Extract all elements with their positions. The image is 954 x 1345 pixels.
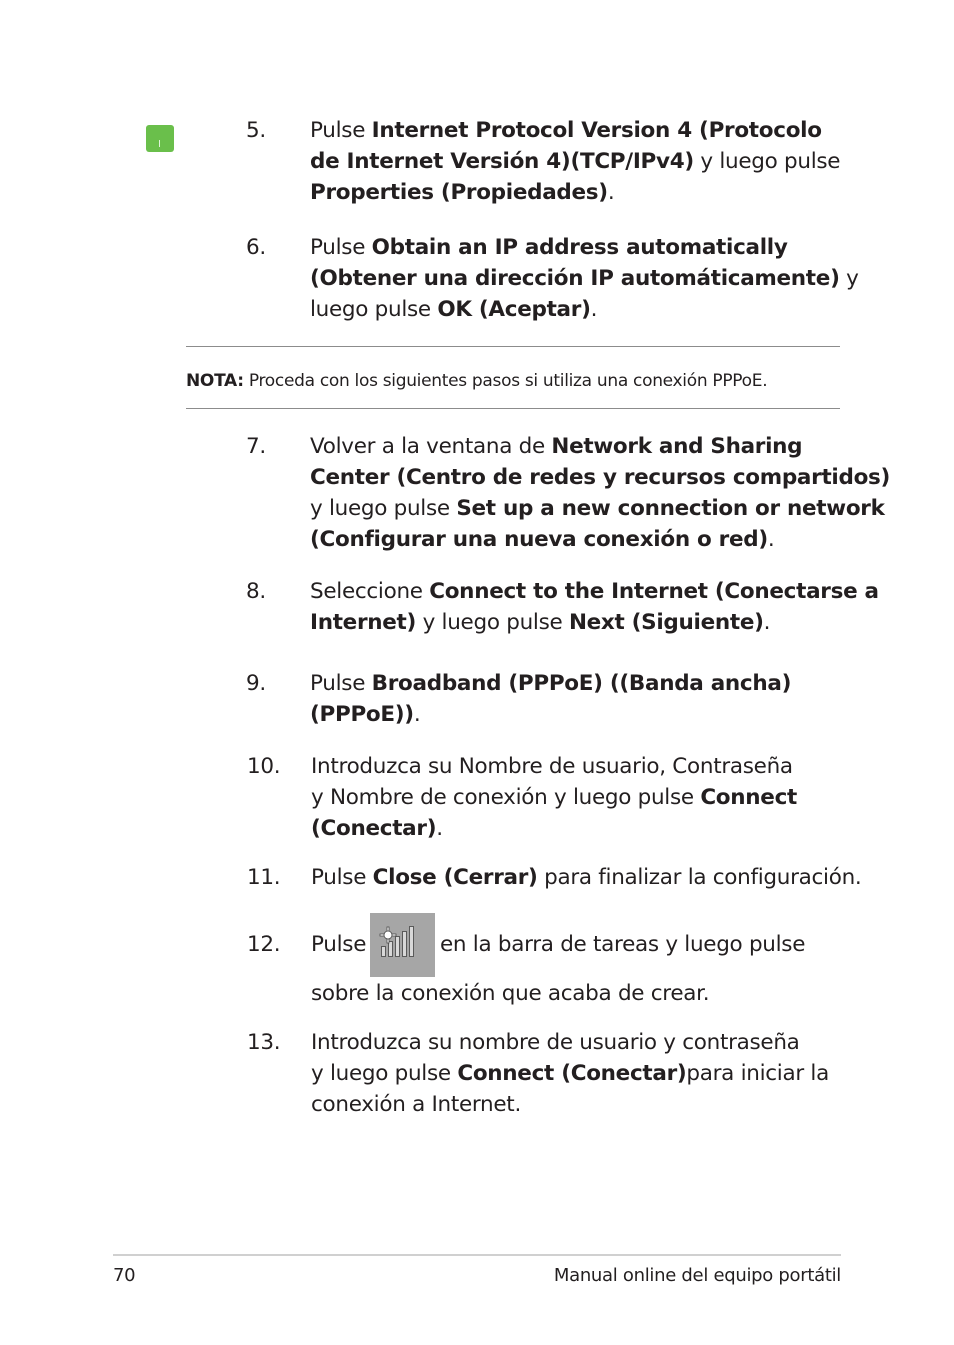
bold-text: OK (Aceptar) — [437, 297, 591, 322]
text-run: y Nombre de conexión y luego pulse — [311, 785, 701, 810]
bold-text: Connect — [700, 785, 797, 810]
text-run: y luego pulse — [310, 496, 457, 521]
note-top-rule — [186, 346, 840, 347]
step-number: 12. — [247, 932, 281, 957]
bold-text: (Obtener una dirección IP automáticamente) — [310, 266, 840, 291]
bold-text: (Configurar una nueva conexión o red) — [310, 527, 768, 552]
step-line — [310, 462, 891, 493]
text-run: y luego pulse — [693, 149, 841, 174]
text-run: Pulse — [310, 118, 372, 143]
step-line — [310, 431, 850, 462]
network-signal-icon — [370, 913, 435, 977]
step-line — [310, 263, 859, 294]
step-line — [311, 751, 851, 782]
chapter-tab-marker — [146, 125, 174, 152]
step-line — [310, 607, 850, 638]
step-line — [311, 1027, 851, 1058]
text-run: Introduzca su nombre de usuario y contraseña — [311, 1030, 800, 1055]
text-run: Pulse — [311, 865, 373, 890]
bold-text: Internet Protocol Version 4 (Protocolo — [371, 118, 822, 143]
step-line — [310, 146, 850, 177]
step-line — [311, 813, 851, 844]
text-run: para iniciar la — [686, 1061, 829, 1086]
bold-text: Connect to the Internet (Conectarse a — [429, 579, 879, 604]
step-text — [310, 115, 850, 208]
step-line — [311, 782, 851, 813]
note-text: Proceda con los siguientes pasos si utiliza una conexión PPPoE. — [243, 371, 768, 391]
bold-text: Obtain an IP address automatically — [371, 235, 788, 260]
step-line — [310, 699, 850, 730]
text-run: para finalizar la configuración. — [537, 865, 862, 890]
text-run: luego pulse — [310, 297, 438, 322]
step-text-post: en la barra de tareas y luego pulse — [440, 932, 806, 957]
text-run: Pulse — [310, 235, 372, 260]
step-number: 5. — [246, 118, 266, 143]
footer-rule — [113, 1254, 841, 1256]
text-run: . — [436, 816, 443, 841]
step-text-pre: Pulse — [311, 932, 367, 957]
step-number: 8. — [246, 579, 266, 604]
step-line — [311, 1058, 851, 1089]
step-number: 11. — [247, 865, 281, 890]
note-label: NOTA: — [186, 371, 244, 391]
text-run: Introduzca su Nombre de usuario, Contraseña — [311, 754, 793, 779]
text-run: . — [590, 297, 598, 322]
text-run: y — [839, 266, 859, 291]
bold-text: Connect (Conectar) — [457, 1061, 687, 1086]
text-run: Volver a la ventana de — [310, 434, 552, 459]
step-text — [310, 232, 859, 325]
bold-text: Center (Centro de redes y recursos compartidos) — [310, 465, 891, 490]
note-bottom-rule — [186, 408, 840, 409]
step-line — [310, 177, 850, 208]
bold-text: (PPPoE)) — [310, 702, 414, 727]
step-line — [310, 294, 850, 325]
text-run: Pulse — [310, 671, 372, 696]
text-run: y luego pulse — [416, 610, 569, 635]
manual-title: Manual online del equipo portátil — [553, 1265, 841, 1286]
bold-text: Broadband (PPPoE) ((Banda ancha) — [371, 671, 792, 696]
step-line — [310, 115, 850, 146]
note — [186, 368, 767, 394]
step-line — [310, 668, 850, 699]
step-line — [311, 1089, 851, 1120]
step-number: 10. — [247, 754, 281, 779]
bold-text: Properties (Propiedades) — [310, 180, 608, 205]
bold-text: Close (Cerrar) — [372, 865, 538, 890]
step-text — [311, 751, 851, 844]
step-text — [310, 576, 879, 638]
step-line — [310, 524, 850, 555]
page-number: 70 — [113, 1265, 136, 1286]
text-run: . — [413, 702, 421, 727]
step-line — [310, 232, 850, 263]
text-run: . — [763, 610, 771, 635]
bold-text: (Conectar) — [311, 816, 437, 841]
step-text — [310, 668, 850, 730]
step-line — [311, 978, 851, 1009]
step-number: 7. — [246, 434, 266, 459]
text-run: conexión a Internet. — [311, 1092, 521, 1117]
bold-text: Next (Siguiente) — [568, 610, 764, 635]
step-number: 9. — [246, 671, 266, 696]
text-run: sobre la conexión que acaba de crear. — [311, 981, 710, 1006]
text-run: . — [607, 180, 615, 205]
step-line — [310, 576, 879, 607]
text-run: Seleccione — [310, 579, 430, 604]
step-text — [311, 978, 851, 1009]
bold-text: Internet) — [310, 610, 417, 635]
bold-text: Set up a new connection or network — [456, 496, 885, 521]
bold-text: Network and Sharing — [551, 434, 803, 459]
step-line — [311, 862, 862, 893]
step-text — [310, 431, 891, 555]
step-number: 6. — [246, 235, 266, 260]
bold-text: de Internet Versión 4)(TCP/IPv4) — [310, 149, 694, 174]
step-line — [310, 493, 885, 524]
step-text — [311, 862, 862, 893]
text-run: . — [767, 527, 775, 552]
text-run: y luego pulse — [311, 1061, 458, 1086]
step-text — [311, 1027, 851, 1120]
step-number: 13. — [247, 1030, 281, 1055]
